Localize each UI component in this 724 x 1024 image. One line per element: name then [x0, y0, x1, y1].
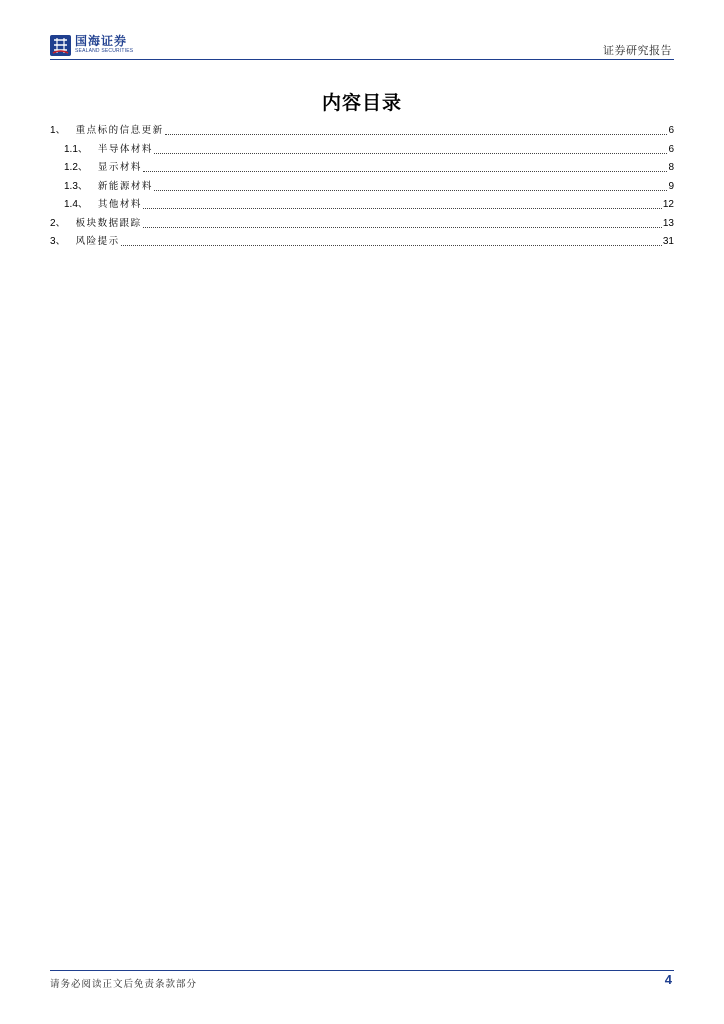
- toc-entry[interactable]: [50, 233, 674, 252]
- toc-entry-separator: 、: [55, 217, 66, 229]
- header-divider: [50, 59, 674, 60]
- toc-entry-separator: 、: [55, 125, 66, 136]
- toc-entry[interactable]: [50, 141, 674, 160]
- toc-entry-page[interactable]: 13: [662, 217, 674, 229]
- toc-entry-page[interactable]: 6: [668, 143, 674, 155]
- toc-entry-separator: 、: [77, 180, 88, 192]
- toc-entry-number: 1.1: [64, 143, 78, 155]
- logo-chinese-name: 国海证券: [75, 34, 128, 48]
- page-number: 4: [664, 972, 672, 987]
- sealand-logo-icon: [50, 35, 71, 56]
- toc-entry[interactable]: [50, 215, 674, 234]
- footer-divider: [50, 970, 674, 971]
- toc-entry-page[interactable]: 12: [662, 199, 674, 210]
- toc-entry-number: 1.3: [64, 180, 78, 192]
- toc-entry-number: 1.2: [64, 162, 78, 173]
- toc-entry-label[interactable]: 显示材料: [97, 162, 142, 173]
- toc-entry-number: 1.4: [64, 199, 78, 210]
- toc-entry-page[interactable]: 6: [668, 125, 674, 136]
- toc-entry-number: 2: [50, 217, 56, 229]
- toc-entry-page[interactable]: 8: [668, 162, 674, 173]
- report-type-label: 证券研究报告: [603, 44, 672, 57]
- table-of-contents: [50, 122, 674, 252]
- footer-disclaimer: 请务必阅读正文后免责条款部分: [50, 979, 198, 990]
- toc-entry-label[interactable]: 板块数据跟踪: [75, 217, 142, 229]
- toc-leader-dots: [143, 215, 662, 228]
- toc-leader-dots: [143, 196, 662, 209]
- toc-entry-page[interactable]: 31: [662, 236, 674, 247]
- toc-entry[interactable]: [50, 178, 674, 197]
- toc-title: 内容目录: [321, 92, 402, 114]
- toc-entry-label[interactable]: 重点标的信息更新: [75, 125, 164, 136]
- toc-leader-dots: [143, 159, 668, 172]
- toc-entry-page[interactable]: 9: [668, 180, 674, 192]
- toc-entry-separator: 、: [77, 143, 88, 155]
- logo-english-name: SEALAND SECURITIES: [75, 48, 134, 54]
- toc-entry[interactable]: [50, 159, 674, 178]
- toc-leader-dots: [121, 233, 662, 246]
- toc-entry-label[interactable]: 风险提示: [75, 236, 120, 247]
- toc-entry-separator: 、: [55, 236, 66, 247]
- toc-entry-label[interactable]: 新能源材料: [97, 180, 153, 192]
- toc-entry[interactable]: [50, 122, 674, 141]
- company-logo: [50, 35, 133, 56]
- toc-entry-separator: 、: [77, 162, 88, 173]
- toc-entry-separator: 、: [77, 199, 88, 210]
- toc-leader-dots: [165, 122, 668, 135]
- toc-entry-label[interactable]: 半导体材料: [97, 143, 153, 155]
- toc-leader-dots: [154, 141, 668, 154]
- page-header: [50, 32, 674, 62]
- toc-entry[interactable]: [50, 196, 674, 215]
- toc-leader-dots: [154, 178, 668, 191]
- toc-entry-number: 1: [50, 125, 56, 136]
- toc-entry-label[interactable]: 其他材料: [97, 199, 142, 210]
- toc-entry-number: 3: [50, 236, 56, 247]
